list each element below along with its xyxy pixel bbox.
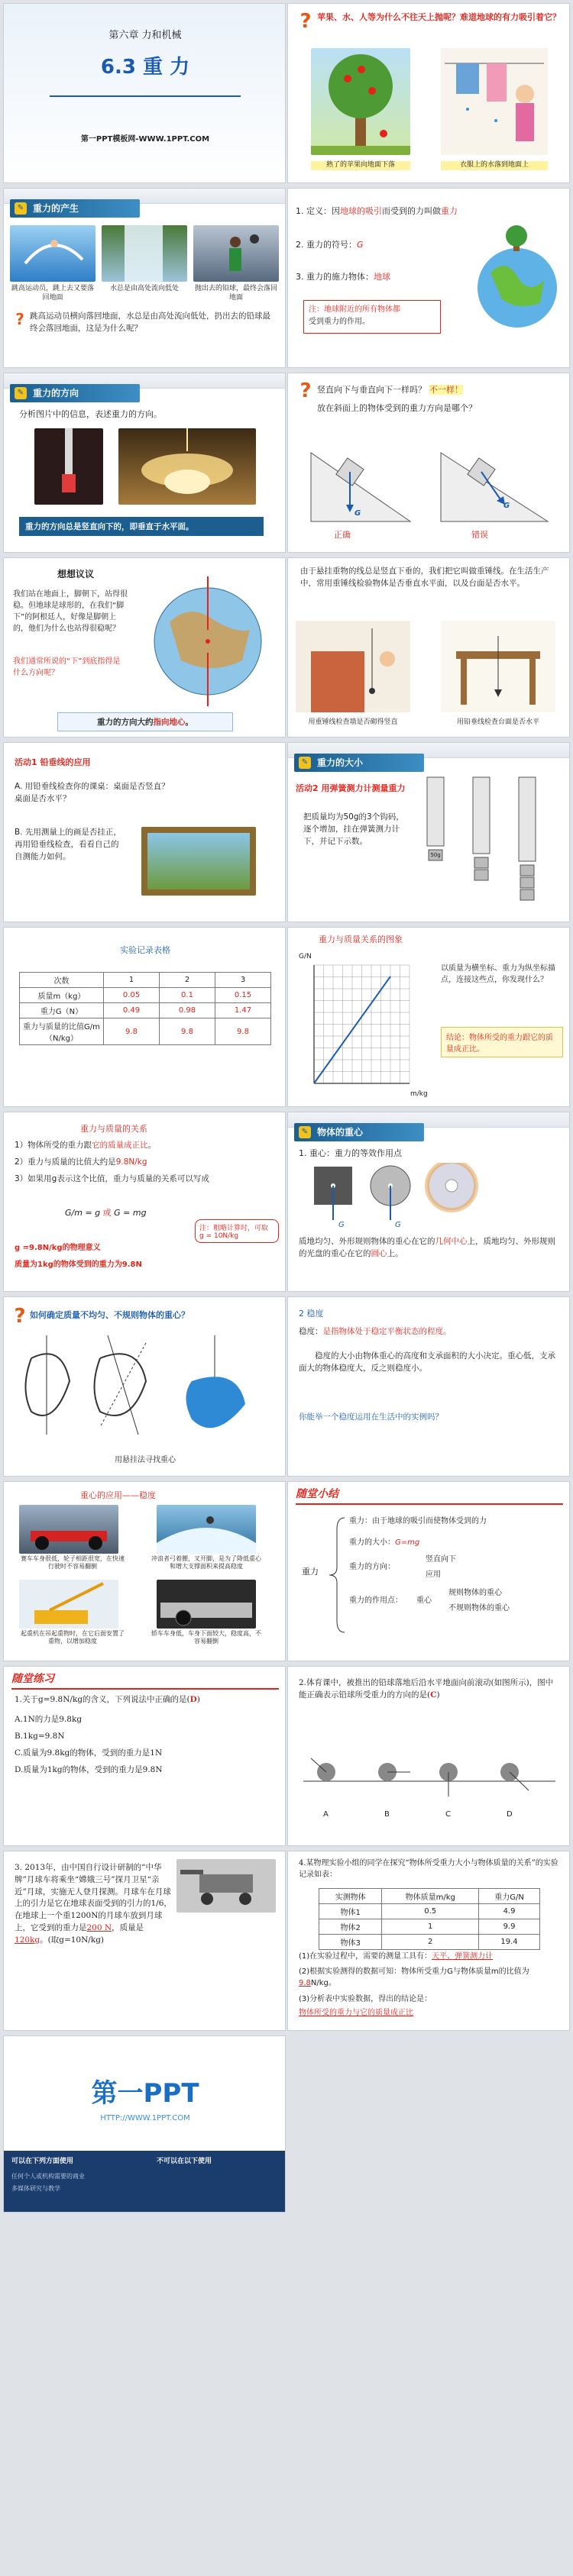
laundry-caption: 衣服上的水落到地面上 <box>441 161 548 170</box>
slide-graph <box>287 927 570 1107</box>
g-label-wrong: G <box>503 502 510 510</box>
option-a-label[interactable]: A <box>323 1810 329 1819</box>
laundry-picture <box>441 48 548 155</box>
table-row: 重力G（N） 0.49 0.98 1.47 <box>20 1003 271 1018</box>
prompt-text: 分析图片中的信息，表述重力的方向。 <box>19 409 162 419</box>
activity-title: 活动1 铅垂线的应用 <box>15 757 91 767</box>
option-c-label[interactable]: C <box>445 1810 451 1819</box>
discuss-body: 我们站在地面上，脚朝下，站得很稳。但地球是球形的，在我们“脚下”的阿根廷人，好像是脚朝上的，他们为什么也站得很稳呢？ <box>13 590 128 633</box>
discuss-highlight: 我们通常所说的“下”到底指得是什么方向呢？ <box>13 657 121 677</box>
symbol-line: 2. 重力的符号：G <box>296 240 364 250</box>
question-1-stem: 1.关于g=9.8N/kg的含义，下列说法中正确的是(D) <box>15 1695 200 1704</box>
chapter-label: 第六章 力和机械 <box>108 30 182 41</box>
table-header-row: 实测物体 物体质量m/kg 重力G/N <box>319 1889 540 1904</box>
surfer-picture <box>157 1505 256 1554</box>
irregular-title: 如何确定质量不均匀、不规则物体的重心？ <box>30 1310 189 1320</box>
surfer-drawing <box>157 1505 256 1554</box>
y-axis-label: G/N <box>299 953 312 960</box>
slide-data-table <box>3 927 286 1107</box>
summary-title: 随堂小结 <box>296 1488 338 1500</box>
question-4-stem: 4.某物理实验小组的同学在探究“物体所受重力大小与物体质量的关系”的实验记录如表： <box>299 1859 558 1879</box>
footer-usage-2: 多媒体研究与教学 <box>11 2185 60 2192</box>
question-2: 放在斜面上的物体受到的重力方向是哪个？ <box>317 403 477 413</box>
summary-brace <box>322 1514 367 1636</box>
slide-stability-application <box>3 1481 286 1661</box>
chandelier-drawing <box>118 428 256 505</box>
footer-usage-1: 任何个人或机构需要的商业 <box>11 2173 85 2180</box>
table-picture <box>441 621 555 712</box>
discuss-title: 想想议议 <box>57 569 95 579</box>
table-row: 重力与质量的比值G/m（N/kg） 9.8 9.8 9.8 <box>20 1018 271 1045</box>
note-box: 注：地球附近的所有物体都 受到重力的作用。 <box>303 300 441 334</box>
title-rule <box>50 95 241 97</box>
slide-gravity-definition <box>287 188 570 368</box>
sedan-drawing <box>157 1580 256 1629</box>
relation-1: 1）物体所受的重力跟它的质量成正比。 <box>15 1141 157 1150</box>
summary-irregular: 不规则物体的重心 <box>448 1604 510 1612</box>
correct-label: 正确 <box>334 530 351 540</box>
table-header-row: 次数 1 2 3 <box>20 973 271 988</box>
option-d-label[interactable]: D <box>507 1810 513 1819</box>
slide-question <box>287 3 570 183</box>
section-header: ✎ 重力的大小 <box>294 754 424 772</box>
framed-painting <box>141 827 256 896</box>
laundry-drawing <box>441 48 548 155</box>
section-header: ✎ 物体的重心 <box>294 1123 424 1141</box>
surfer-caption: 冲浪者弓着腰，叉开脚，是为了降低重心和增大支撑面积来提高稳度 <box>151 1555 261 1570</box>
practice-rule <box>11 1688 279 1690</box>
option-a[interactable]: A.1N的力是9.8kg <box>15 1715 83 1724</box>
waterfall-drawing <box>102 225 187 282</box>
table-caption: 用铅垂线检查台面是否水平 <box>456 718 539 726</box>
g-label-correct: G <box>354 509 361 518</box>
slide-practice-3 <box>3 1851 286 2031</box>
globe-drawing <box>135 569 280 706</box>
book-icon: ✎ <box>299 757 311 769</box>
relation-3: 3）如果用g表示这个比值，重力与质量的关系可以写成 <box>15 1174 209 1183</box>
slide-summary <box>287 1481 570 1661</box>
summary-root: 重力 <box>302 1567 319 1577</box>
slide-think-discuss <box>3 557 286 738</box>
crane-caption: 起重机在吊起重物时，在它后面安置了重物，以增加稳度 <box>21 1630 125 1645</box>
question-body: 跳高运动员横向落回地面，水总是由高处流向低处，扔出去的铅球最终会落回地面，这是为什么呢？ <box>30 312 270 333</box>
rover-drawing <box>176 1859 276 1913</box>
g-label-square: G <box>338 1221 345 1229</box>
summary-size: 重力的大小：G=mg <box>349 1538 420 1547</box>
stability-title: 2 稳度 <box>299 1309 324 1319</box>
water-caption: 水总是由高处流向低处 <box>109 285 179 292</box>
plumb-text: 由于悬挂重物的线总是竖直下垂的，我们把它叫做重锤线。在生活生产中，常用重锤线检验物体是否垂直水平面，以及台面是否水平。 <box>300 567 549 588</box>
lunar-rover-picture <box>176 1859 276 1913</box>
summary-regular: 规则物体的重心 <box>448 1589 502 1597</box>
thrower-drawing <box>193 225 279 282</box>
activity-a: A. 用铅垂线检查你的课桌：桌面是否竖直？桌面是否水平？ <box>15 782 170 803</box>
stability-question: 你能举一个稳度运用在生活中的实例吗？ <box>299 1412 443 1422</box>
g-meaning-title: g =9.8N/kg的物理意义 <box>15 1244 101 1252</box>
option-d[interactable]: D.质量为1kg的物体，受到的重力是9.8N <box>15 1765 163 1774</box>
sub-question-2: (2)根据实验测得的数据可知：物体所受重力G与物体质量m的比值为9.8N/kg。 <box>299 1968 529 1987</box>
question-icon: ? <box>299 379 312 402</box>
wrong-diagram <box>441 453 548 521</box>
table-row: 物体3 2 19.4 <box>319 1935 540 1950</box>
jumper-drawing <box>10 225 96 282</box>
site-credit: 第一PPT模板网-WWW.1PPT.COM <box>80 135 210 144</box>
book-icon: ✎ <box>15 202 27 215</box>
practice-title: 随堂练习 <box>11 1673 54 1685</box>
center-box: 重力的方向大约指向地心。 <box>57 712 233 731</box>
table-row: 物体2 1 9.9 <box>319 1919 540 1935</box>
summary-direction: 重力的方向： <box>349 1563 395 1571</box>
sub-question-1: (1)在实验过程中，需要的测量工具有：天平、弹簧测力计 <box>299 1952 494 1961</box>
spring-scales <box>419 773 565 918</box>
center-objects <box>299 1163 558 1232</box>
suspension-drawings <box>16 1335 276 1442</box>
x-axis-label: m/kg <box>410 1090 428 1098</box>
sedan-picture <box>157 1580 256 1629</box>
slide-gravity-direction <box>3 373 286 553</box>
graph-title: 重力与质量关系的图象 <box>319 935 403 944</box>
slide-center-gravity <box>287 1112 570 1292</box>
footer-cannot-use: 不可以在以下使用 <box>157 2158 212 2165</box>
stability-def: 稳度：是指物体处于稳定平衡状态的程度。 <box>299 1327 452 1336</box>
question-text: 苹果、水、人等为什么不往天上抛呢？难道地球的有力吸引着它？ <box>317 12 561 22</box>
footer-url: HTTP://WWW.1PPT.COM <box>100 2114 190 2122</box>
wall-caption: 用重锤线检查墙是否砌得竖直 <box>308 718 398 726</box>
stability-body: 稳度的大小由物体重心的高度和支承面积的大小决定。重心低，支承面大的物体稳度大，反之则稳度小。 <box>299 1351 555 1373</box>
slide-stability <box>287 1296 570 1477</box>
lesson-title: 6.3 重 力 <box>100 56 190 79</box>
graph-question: 以质量为横坐标、重力为纵坐标描点，连接这些点，你发现什么？ <box>441 964 555 984</box>
footer-can-use: 可以在下列方面使用 <box>11 2158 74 2165</box>
crane-drawing <box>19 1580 118 1629</box>
shot-put-picture <box>193 225 279 282</box>
application-title: 重心的应用——稳度 <box>80 1490 156 1500</box>
definition-line: 1. 定义：因地球的吸引而受到的力叫做重力 <box>296 206 458 216</box>
question-1: 竖直向下与垂直向下一样吗？ 不一样！ <box>317 385 463 395</box>
wall-picture <box>296 621 410 712</box>
center-body: 质地均匀、外形规则物体的重心在它的几何中心上，质地均匀、外形规则的光盘的重心在它的圆心上。 <box>299 1237 555 1258</box>
relation-title: 重力与质量的关系 <box>80 1124 147 1134</box>
painting-canvas <box>147 833 250 889</box>
table-drawing <box>441 621 555 712</box>
wall-drawing <box>296 621 410 712</box>
summary-def: 重力：由于地球的吸引而使物体受到的力 <box>349 1517 487 1525</box>
graph-plot <box>299 961 413 1091</box>
summary-rule <box>296 1503 563 1505</box>
option-c[interactable]: C.质量为9.8kg的物体，受到的重力是1N <box>15 1748 163 1758</box>
book-icon: ✎ <box>299 1126 311 1138</box>
jump-caption: 跳高运动员，跳上去又要落回地面 <box>11 285 94 302</box>
crane-picture <box>19 1580 118 1629</box>
high-jump-picture <box>10 225 96 282</box>
race-car-picture <box>19 1505 118 1554</box>
center-heading: 1. 重心：重力的等效作用点 <box>299 1148 402 1158</box>
source-line: 3. 重力的施力物体：地球 <box>296 272 390 282</box>
record-table <box>19 972 271 1045</box>
summary-point-value: 重心 <box>416 1596 432 1605</box>
question-icon: ? <box>14 1305 26 1328</box>
race-car-drawing <box>19 1505 118 1554</box>
slide-practice-1 <box>3 1666 286 1846</box>
car-caption: 赛车车身很低，轮子相距很宽，在快速行驶时不容易翻倒 <box>21 1555 125 1570</box>
slide-incline <box>287 373 570 553</box>
slide-footer <box>3 2035 286 2213</box>
slide-activity-plumb <box>3 742 286 922</box>
slide-practice-4 <box>287 1851 570 2031</box>
apple-tree-drawing <box>311 48 410 155</box>
plumb-drawing <box>34 428 103 505</box>
section-header: ✎ 重力的产生 <box>10 199 140 218</box>
question-3-stem: 3. 2013年，由中国自行设计研制的“中华牌”月球车将乘坐“嫦娥三号”探月卫星“亲近”月球，实施无人登月探测。月球车在月球上的引力是它在地球表面受到的引力的1/6，在地球上一个重1200N的月球车放到月球上，它受到的重力是200 N，质量是120kg。(取g=10N/kg) <box>15 1863 172 1945</box>
tip-box: 注：粗略计算时，可取 g = 10N/kg <box>195 1219 279 1243</box>
direction-box: 重力的方向总是竖直向下的，即垂直于水平面。 <box>19 517 264 536</box>
summary-point: 重力的作用点： <box>349 1596 403 1605</box>
option-b-label[interactable]: B <box>384 1810 390 1819</box>
formula-line: G/m = g 或 G = mg <box>65 1208 147 1218</box>
conclusion-box: 结论：物体所受的重力跟它的质量成正比。 <box>441 1027 563 1057</box>
question-icon: ? <box>299 10 312 33</box>
footer-logo: 第一PPT <box>91 2078 199 2109</box>
waterfall-picture <box>102 225 187 282</box>
table-row: 质量m（kg） 0.05 0.1 0.15 <box>20 988 271 1003</box>
slide-gravity-size <box>287 742 570 922</box>
g-label-ball: G <box>395 1221 401 1229</box>
sub-question-3: (3)分析表中实验数据，得出的结论是： <box>299 1995 432 2003</box>
chandelier-picture <box>118 428 256 505</box>
option-b[interactable]: B.1kg=9.8N <box>15 1732 65 1741</box>
activity-body: 把质量均为50g的3个钩码，逐个增加，挂在弹簧测力计下，并记下示数。 <box>303 812 404 846</box>
weight-label: 50g <box>430 852 441 858</box>
earth-globe-picture <box>471 219 563 334</box>
activity-title: 活动2 用弹簧测力计测量重力 <box>296 783 406 793</box>
wrong-label: 错误 <box>471 530 488 540</box>
earth-drawing <box>471 219 563 334</box>
apple-tree-picture <box>311 48 410 155</box>
sedan-caption: 轿车车身低，车身下面较大，稳度高，不容易翻倒 <box>151 1630 261 1645</box>
shot-caption: 抛出去的铅球，最终会落回地面 <box>194 285 277 302</box>
table-title: 实验记录表格 <box>120 945 170 955</box>
question-icon: ? <box>15 310 24 328</box>
summary-dir-2: 应用 <box>426 1570 441 1579</box>
slide-gravity-origin <box>3 188 286 368</box>
slide-relation <box>3 1112 286 1292</box>
activity-b: B. 先用测量上的画是否挂正，再用铅垂线检查，看看自己的自测能力如何。 <box>15 828 121 861</box>
slide-title <box>3 3 286 183</box>
question-2-stem: 2.体育课中，被推出的铅球落地后沿水平地面向前滚动(如图所示)，图中能正确表示铅球所受重力的方向的是(C) <box>299 1678 554 1700</box>
slide-practice-2 <box>287 1666 570 1846</box>
sub-question-3-answer: 物体所受的重力与它的质量成正比 <box>299 2009 413 2017</box>
plumb-picture <box>34 428 103 505</box>
shot-put-options <box>303 1751 555 1812</box>
book-icon: ✎ <box>15 387 27 399</box>
section-header: ✎ 重力的方向 <box>10 384 140 402</box>
practice-table <box>319 1888 540 1950</box>
slide-plumb-line <box>287 557 570 738</box>
incline-diagrams <box>303 422 555 537</box>
table-row: 物体1 0.5 4.9 <box>319 1904 540 1919</box>
suspension-caption: 用悬挂法寻找重心 <box>115 1456 176 1464</box>
relation-2: 2）重力与质量的比值大约是9.8N/kg <box>15 1157 147 1167</box>
apple-caption: 熟了的苹果向地面下落 <box>311 161 410 170</box>
summary-dir-1: 竖直向下 <box>426 1555 456 1564</box>
g-meaning-body: 质量为1kg的物体受到的重力为9.8N <box>15 1261 142 1269</box>
slide-irregular <box>3 1296 286 1477</box>
